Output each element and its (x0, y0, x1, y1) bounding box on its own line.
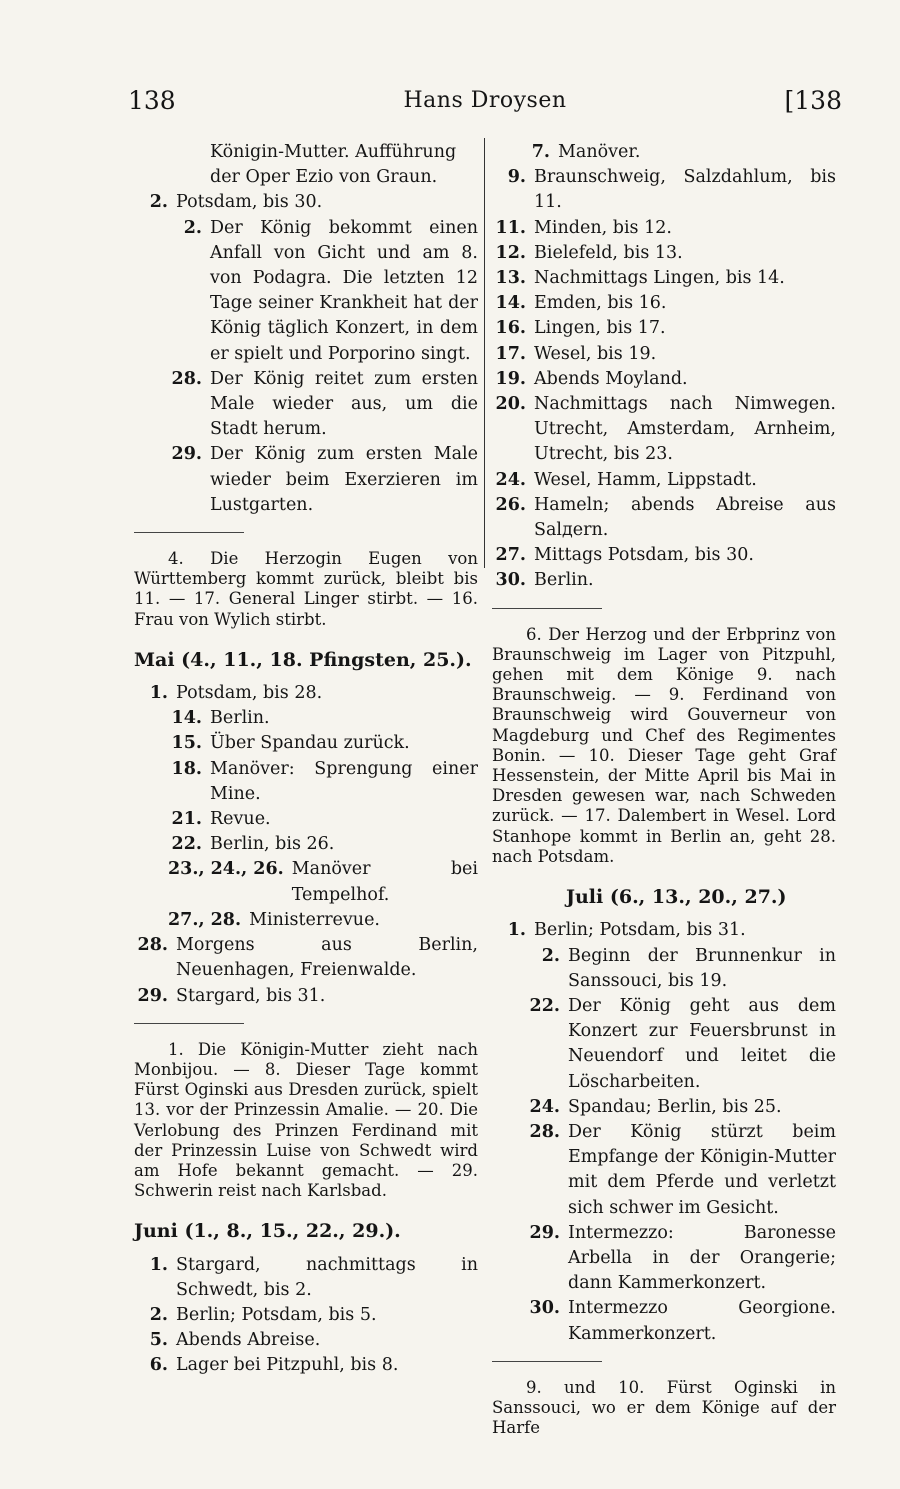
entry-day: 5. (149, 1330, 168, 1351)
calendar-entry (492, 342, 836, 367)
entry-day: 18. (171, 758, 202, 779)
entry-day: 30. (529, 1298, 560, 1319)
column-divider (484, 138, 485, 568)
entry-text: Manöver. (558, 142, 641, 162)
entry-text: Berlin; Potsdam, bis 31. (534, 920, 746, 941)
running-header (128, 86, 842, 126)
entry-day: 28. (137, 935, 168, 956)
section-rule (134, 1023, 244, 1024)
calendar-entry (134, 681, 478, 706)
entry-text: Braunschweig, Salzdahlum, bis 11. (534, 167, 836, 213)
entry-text: Berlin. (210, 708, 270, 729)
month-heading-juni: Juni (1., 8., 15., 22., 29.). (134, 1220, 401, 1243)
entry-day: 9. (507, 167, 526, 188)
entry-day: 14. (171, 708, 202, 729)
footnote-paragraph: 4. Die Herzogin Eugen von Württemberg kommt zurück, bleibt bis 11. — 17. General Linger stirbt. — 16. Frau von Wylich stirbt. (134, 549, 478, 629)
entry-day: 6. (149, 1355, 168, 1376)
entry-text: Berlin, bis 26. (210, 834, 335, 855)
entry-text: Stargard, nachmittags in Schwedt, bis 2. (176, 1254, 478, 1300)
running-title: Hans Droysen (403, 88, 567, 113)
month-heading-mai: Mai (4., 11., 18. Pfingsten, 25.). (134, 648, 472, 671)
entry-text: Der König bekommt einen Anfall von Gicht und am 8. von Podagra. Die letzten 12 Tage seiner Krankheit hat der König täglich Konzert, in dem er spielt und Porporino singt. (210, 217, 478, 364)
entry-day: 27., 28. (168, 909, 242, 930)
entry-day: 1. (149, 1254, 168, 1275)
entry-day: 20. (495, 394, 526, 415)
entry-text: Stargard, bis 31. (176, 985, 326, 1006)
calendar-entry (492, 1095, 836, 1120)
section-rule (134, 532, 244, 533)
entry-day: 28. (529, 1121, 560, 1142)
entry-day: 15. (171, 733, 202, 754)
entry-day: 7. (531, 142, 550, 162)
calendar-entry (492, 241, 836, 266)
entry-text: Hameln; abends Abreise aus Salдern. (534, 494, 836, 541)
entry-day: 26. (495, 494, 526, 515)
left-column (134, 140, 478, 1379)
entry-day: 17. (495, 343, 526, 364)
entry-day: 19. (495, 368, 526, 389)
entry-day: 2. (149, 192, 168, 213)
entry-text: Intermezzo: Baronesse Arbella in der Orangerie; dann Kammerkonzert. (568, 1222, 836, 1294)
calendar-entry (134, 731, 478, 756)
entry-text: Abends Moyland. (534, 368, 688, 389)
entry-text: Ministerrevue. (249, 909, 380, 930)
entry-text: Revue. (210, 809, 271, 830)
calendar-entry (492, 367, 836, 392)
entry-text: Berlin; Potsdam, bis 5. (176, 1304, 377, 1325)
entry-day: 30. (495, 570, 526, 591)
entry-text: Wesel, bis 19. (534, 343, 657, 364)
calendar-entry (492, 266, 836, 291)
calendar-entry (492, 291, 836, 316)
section-rule (492, 1361, 602, 1362)
calendar-entry (492, 944, 836, 994)
calendar-entry (492, 543, 836, 568)
entry-day: 16. (495, 318, 526, 339)
entry-day: 21. (171, 809, 202, 830)
entry-text: Emden, bis 16. (534, 293, 667, 314)
calendar-entry (134, 442, 478, 518)
entry-day: 28. (171, 368, 202, 389)
calendar-entry (492, 468, 836, 493)
calendar-entry (492, 1221, 836, 1297)
calendar-entry (492, 918, 836, 943)
calendar-entry (492, 392, 836, 468)
calendar-entry (492, 1296, 836, 1346)
entry-day: 23., 24., 26. (168, 859, 284, 880)
entry-day: 24. (495, 469, 526, 490)
entry-text: Der König geht aus dem Konzert zur Feuersbrunst in Neuendorf und leitet die Löscharbeiten. (568, 995, 836, 1092)
entry-day: 29. (171, 444, 202, 465)
calendar-entry (492, 316, 836, 341)
entry-text: Minden, bis 12. (534, 217, 672, 238)
entry-day: 27. (495, 545, 526, 566)
entry-text: Der König reitet zum ersten Male wieder aus, um die Stadt herum. (210, 368, 478, 440)
calendar-entry (492, 994, 836, 1095)
entry-day: 2. (541, 945, 560, 966)
calendar-entry (492, 165, 836, 215)
entry-day: 11. (495, 217, 526, 238)
calendar-entry (134, 857, 478, 907)
entry-day: 2. (183, 217, 202, 238)
entry-text: Manöver bei Tempelhof. (291, 859, 478, 905)
entry-text: Beginn der Brunnenkur in Sanssouci, bis 19. (568, 945, 836, 991)
calendar-entry (134, 807, 478, 832)
entry-text: Abends Abreise. (176, 1330, 321, 1351)
entry-day: 1. (149, 683, 168, 704)
entry-text: Lager bei Pitzpuhl, bis 8. (176, 1355, 399, 1376)
entry-text: Morgens aus Berlin, Neuenhagen, Freienwalde. (176, 935, 478, 981)
entry-text: Potsdam, bis 30. (176, 192, 323, 213)
entry-text: Lingen, bis 17. (534, 318, 666, 339)
entry-text: Berlin. (534, 570, 594, 591)
entry-text: Spandau; Berlin, bis 25. (568, 1096, 782, 1117)
footnote-paragraph: 1. Die Königin-Mutter zieht nach Monbijou. — 8. Dieser Tage kommt Fürst Oginski aus Dresden zurück, spielt 13. vor der Prinzessin Amalie. — 20. Die Verlobung des Prinzen Ferdinand mit der Prinzessin Luise von Schwedt wird am Hofe bekannt gemacht. — 29. Schwerin reist nach Karlsbad. (134, 1039, 478, 1201)
entry-text: Nachmittags nach Nimwegen. Utrecht, Amsterdam, Arnheim, Utrecht, bis 23. (534, 394, 836, 465)
calendar-entry (134, 190, 478, 215)
calendar-entry (134, 1303, 478, 1328)
entry-text: Wesel, Hamm, Lippstadt. (534, 469, 757, 490)
entry-day: 22. (529, 995, 560, 1016)
calendar-entry (492, 1120, 836, 1221)
page-number-left: 138 (128, 86, 176, 115)
calendar-entry (134, 832, 478, 857)
entry-text: Potsdam, bis 28. (176, 683, 323, 704)
calendar-entry (492, 568, 836, 593)
calendar-entry (134, 908, 478, 933)
calendar-entry (134, 367, 478, 443)
month-heading-juli: Juli (6., 13., 20., 27.) (566, 886, 787, 909)
calendar-entry (134, 706, 478, 731)
entry-text: Der König stürzt beim Empfange der Königin-Mutter mit dem Pferde und verletzt sich schwer im Gesicht. (568, 1121, 836, 1218)
right-column (492, 140, 836, 1438)
entry-text: Manöver: Sprengung einer Mine. (210, 758, 478, 804)
entry-day: 2. (149, 1304, 168, 1325)
calendar-entry (492, 140, 836, 165)
entry-day: 14. (495, 293, 526, 314)
entry-text: Bielefeld, bis 13. (534, 242, 683, 263)
footnote-paragraph: 6. Der Herzog und der Erbprinz von Braunschweig im Lager von Pitzpuhl, gehen mit dem Könige 9. nach Braunschweig. — 9. Ferdinand von Braunschweig wird Gouverneur von Magdeburg und Chef des Regimentes Bonin. — 10. Dieser Tage geht Graf Hessenstein, der Mitte April bis Mai in Dresden gewesen war, nach Schweden zurück. — 17. Dalembert in Wesel. Lord Stanhope kommt in Berlin an, geht 28. nach Potsdam. (492, 624, 836, 866)
entry-day: 29. (137, 985, 168, 1006)
calendar-entry (134, 933, 478, 983)
calendar-entry (134, 1253, 478, 1303)
entry-text: Über Spandau zurück. (210, 733, 410, 754)
entry-text: Mittags Potsdam, bis 30. (534, 545, 754, 566)
entry-day: 12. (495, 242, 526, 263)
calendar-entry (134, 1353, 478, 1378)
calendar-entry (134, 984, 478, 1009)
calendar-entry (492, 216, 836, 241)
entry-text: Intermezzo Georgione. Kammerkonzert. (568, 1298, 836, 1344)
entry-day: 22. (171, 834, 202, 855)
continuation-line: Königin-Mutter. Aufführung (210, 142, 457, 162)
entry-day: 29. (529, 1222, 560, 1243)
entry-text: Der König zum ersten Male wieder beim Exerzieren im Lustgarten. (210, 444, 478, 515)
continuation-line: der Oper Ezio von Graun. (210, 167, 438, 188)
entry-text: Nachmittags Lingen, bis 14. (534, 268, 785, 289)
calendar-entry (134, 1328, 478, 1353)
calendar-entry (134, 757, 478, 807)
entry-day: 13. (495, 268, 526, 289)
entry-day: 1. (507, 920, 526, 941)
section-rule (492, 608, 602, 609)
calendar-entry (492, 493, 836, 543)
footnote-paragraph: 9. und 10. Fürst Oginski in Sanssouci, wo er dem Könige auf der Harfe (492, 1377, 836, 1438)
page-number-right: [138 (784, 86, 842, 115)
entry-day: 24. (529, 1096, 560, 1117)
calendar-entry (134, 216, 478, 367)
